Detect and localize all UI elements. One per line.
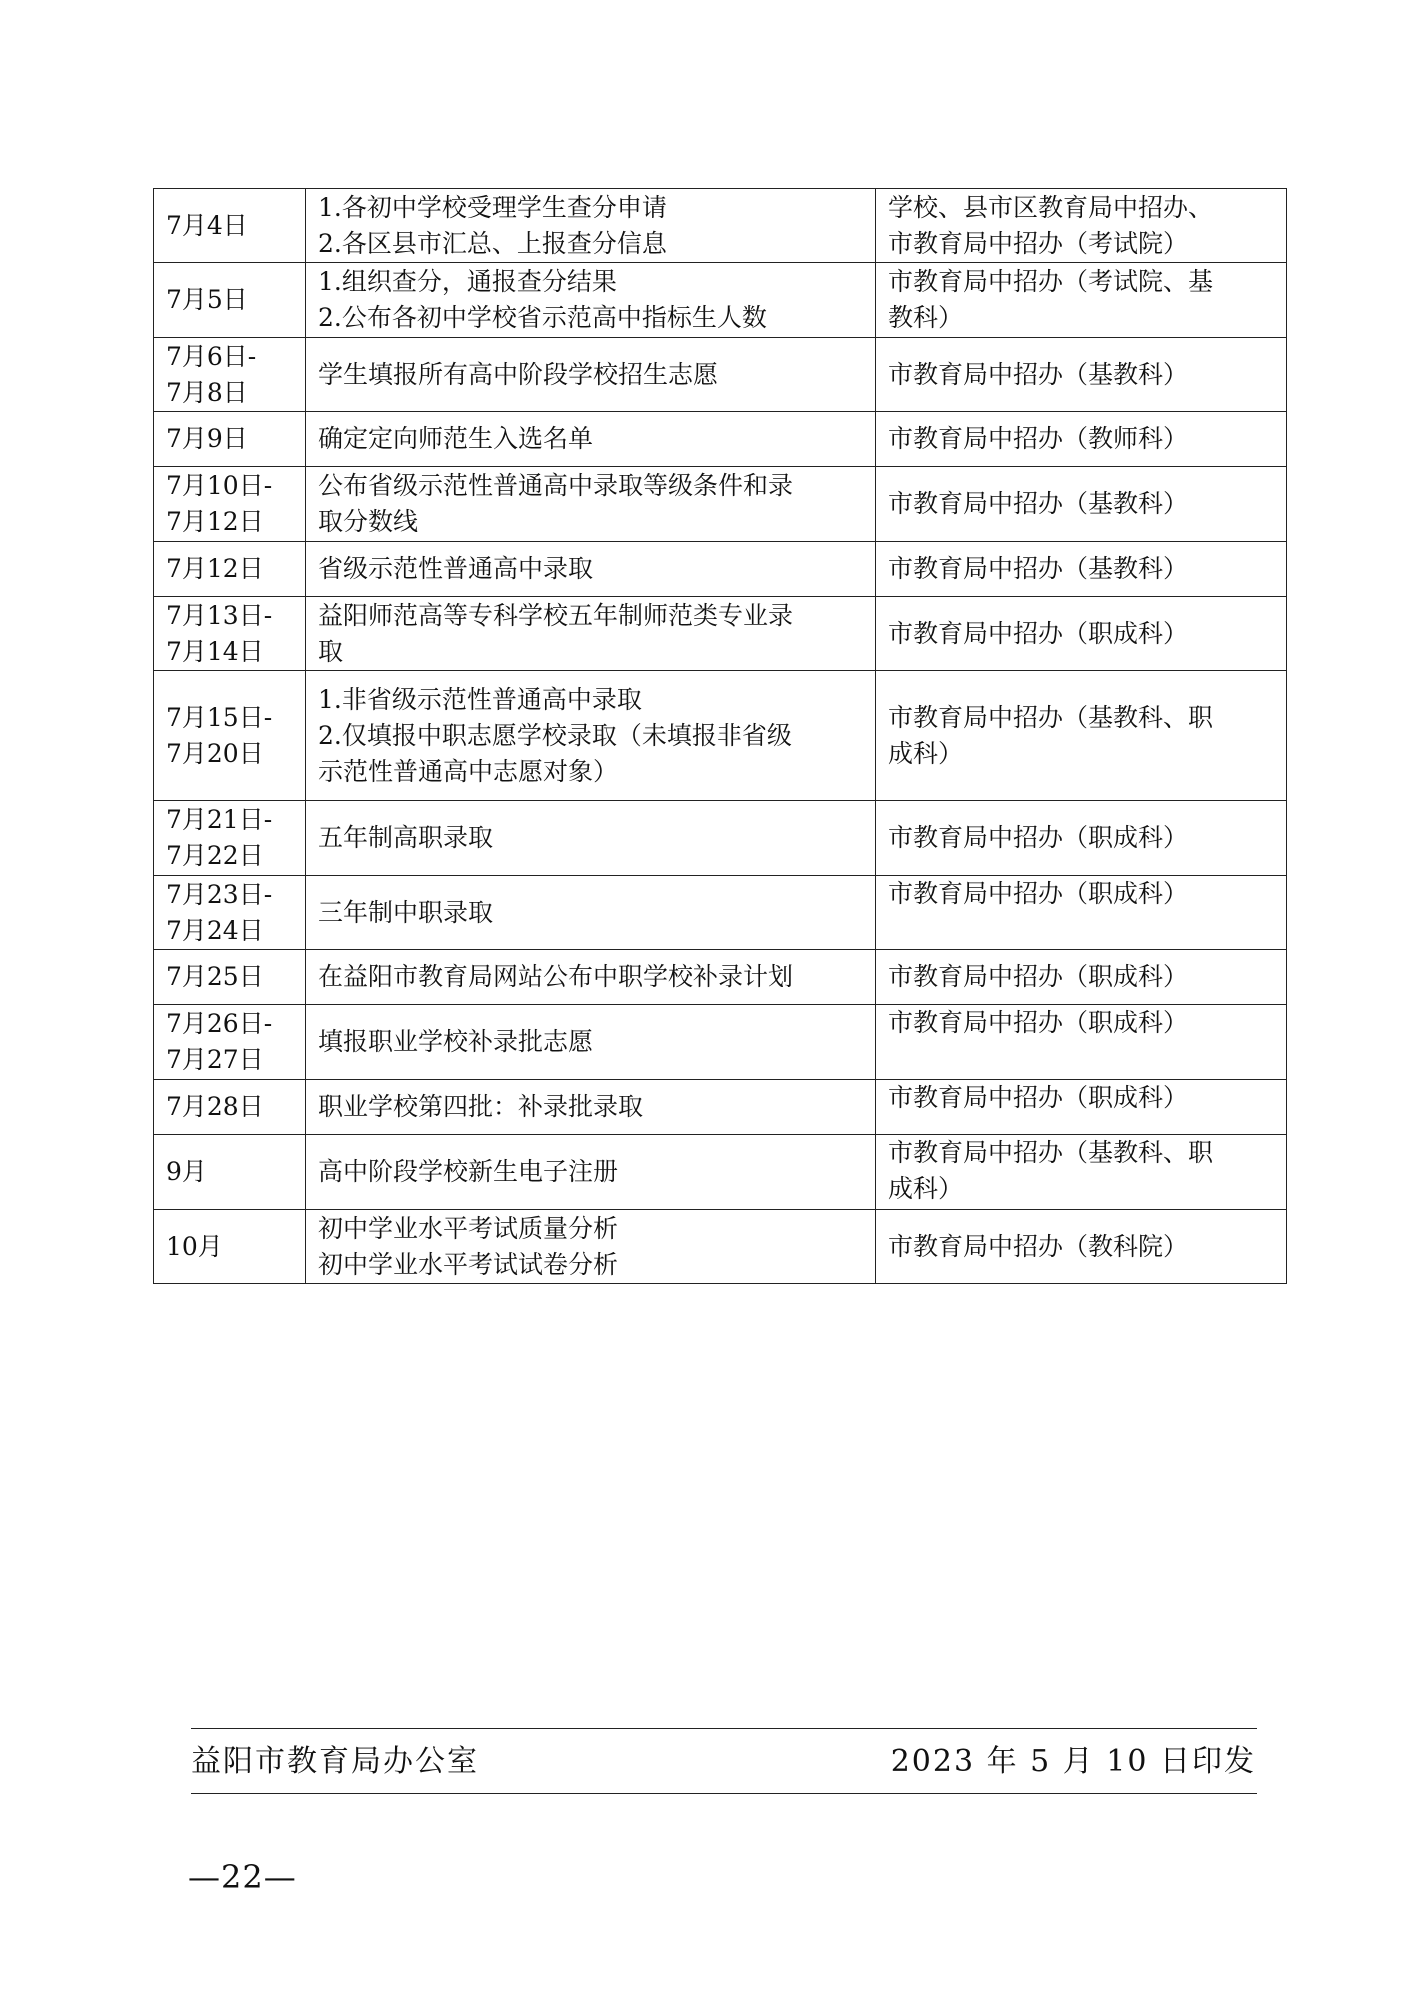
date-cell bbox=[154, 412, 306, 467]
task-text: 1.各初中学校受理学生查分申请 bbox=[318, 192, 667, 222]
task-text: 初中学业水平考试试卷分析 bbox=[318, 1249, 619, 1279]
org-text: 市教育局中招办（职成科） bbox=[888, 618, 1189, 648]
task-cell bbox=[306, 1080, 876, 1135]
task-cell bbox=[306, 412, 876, 467]
table-row bbox=[154, 1005, 1287, 1080]
task-cell bbox=[306, 801, 876, 876]
table-row bbox=[154, 876, 1287, 950]
date-text: 7月6日- bbox=[166, 341, 257, 371]
task-text: 取分数线 bbox=[318, 507, 419, 536]
date-text: 7月24日 bbox=[166, 915, 264, 945]
org-cell bbox=[876, 876, 1287, 950]
date-cell bbox=[154, 263, 306, 338]
table-row bbox=[154, 542, 1287, 597]
date-cell bbox=[154, 338, 306, 412]
footer-issuer: 益阳市教育局办公室 bbox=[191, 1744, 479, 1779]
org-text: 市教育局中招办（职成科） bbox=[888, 1008, 1189, 1037]
footer-bottom-rule bbox=[191, 1793, 1257, 1794]
task-text: 取 bbox=[318, 636, 344, 666]
org-cell bbox=[876, 263, 1287, 338]
date-text: 7月21日- bbox=[166, 805, 273, 834]
org-text: 市教育局中招办（考试院） bbox=[888, 228, 1189, 258]
table-row bbox=[154, 1135, 1287, 1210]
date-text: 7月8日 bbox=[166, 377, 248, 407]
table-row bbox=[154, 597, 1287, 671]
task-cell bbox=[306, 542, 876, 597]
table-row bbox=[154, 950, 1287, 1005]
org-cell bbox=[876, 189, 1287, 263]
org-text: 成科） bbox=[888, 1174, 964, 1203]
task-text: 学生填报所有高中阶段学校招生志愿 bbox=[318, 359, 719, 389]
org-text: 市教育局中招办（基教科） bbox=[888, 554, 1189, 583]
date-cell bbox=[154, 876, 306, 950]
org-cell bbox=[876, 1080, 1287, 1135]
table-row bbox=[154, 801, 1287, 876]
date-text: 7月14日 bbox=[166, 636, 264, 666]
task-text: 初中学业水平考试质量分析 bbox=[318, 1213, 619, 1243]
date-text: 7月23日- bbox=[166, 879, 273, 909]
date-cell bbox=[154, 1135, 306, 1210]
org-text: 市教育局中招办（职成科） bbox=[888, 823, 1189, 852]
task-text: 2.仅填报中职志愿学校录取（未填报非省级 bbox=[318, 720, 792, 750]
task-cell bbox=[306, 338, 876, 412]
task-text: 2.各区县市汇总、上报查分信息 bbox=[318, 228, 667, 258]
task-cell bbox=[306, 263, 876, 338]
task-cell bbox=[306, 950, 876, 1005]
date-text: 7月4日 bbox=[166, 210, 248, 240]
date-text: 7月10日- bbox=[166, 471, 273, 500]
org-cell bbox=[876, 412, 1287, 467]
org-text: 学校、县市区教育局中招办、 bbox=[888, 192, 1214, 222]
task-text: 确定定向师范生入选名单 bbox=[318, 424, 594, 453]
date-text: 7月25日 bbox=[166, 962, 264, 991]
task-text: 在益阳市教育局网站公布中职学校补录计划 bbox=[318, 962, 794, 991]
table-row bbox=[154, 1210, 1287, 1284]
org-text: 市教育局中招办（考试院、基 bbox=[888, 267, 1214, 296]
table-row bbox=[154, 1080, 1287, 1135]
table-row bbox=[154, 467, 1287, 542]
date-cell bbox=[154, 467, 306, 542]
task-text: 填报职业学校补录批志愿 bbox=[318, 1027, 594, 1056]
task-cell bbox=[306, 597, 876, 671]
org-cell bbox=[876, 950, 1287, 1005]
org-cell bbox=[876, 467, 1287, 542]
org-cell bbox=[876, 1210, 1287, 1284]
date-cell bbox=[154, 542, 306, 597]
task-text: 五年制高职录取 bbox=[318, 823, 494, 852]
org-text: 成科） bbox=[888, 738, 964, 768]
date-text: 7月15日- bbox=[166, 702, 273, 732]
table-row bbox=[154, 263, 1287, 338]
org-text: 市教育局中招办（基教科、职 bbox=[888, 702, 1214, 732]
task-text: 公布省级示范性普通高中录取等级条件和录 bbox=[318, 471, 794, 500]
task-cell bbox=[306, 467, 876, 542]
date-text: 7月13日- bbox=[166, 600, 273, 630]
task-cell bbox=[306, 671, 876, 801]
org-text: 市教育局中招办（教师科） bbox=[888, 424, 1189, 453]
org-cell bbox=[876, 338, 1287, 412]
task-cell bbox=[306, 876, 876, 950]
task-text: 示范性普通高中志愿对象） bbox=[318, 756, 619, 786]
date-text: 7月27日 bbox=[166, 1045, 264, 1074]
date-text: 7月26日- bbox=[166, 1009, 273, 1038]
date-text: 9月 bbox=[166, 1157, 207, 1186]
footer-issue-date: 2023 年 5 月 10 日印发 bbox=[890, 1744, 1256, 1779]
org-cell bbox=[876, 597, 1287, 671]
org-cell bbox=[876, 1135, 1287, 1210]
task-text: 三年制中职录取 bbox=[318, 897, 494, 927]
page-number: —22— bbox=[188, 1858, 297, 1896]
table-row bbox=[154, 338, 1287, 412]
date-text: 7月12日 bbox=[166, 554, 264, 583]
date-cell bbox=[154, 671, 306, 801]
date-text: 7月5日 bbox=[166, 285, 248, 314]
org-text: 市教育局中招办（职成科） bbox=[888, 1083, 1189, 1112]
date-text: 7月12日 bbox=[166, 507, 264, 536]
date-cell bbox=[154, 189, 306, 263]
task-text: 职业学校第四批：补录批录取 bbox=[318, 1092, 644, 1121]
date-text: 7月22日 bbox=[166, 841, 264, 870]
task-cell bbox=[306, 1135, 876, 1210]
task-cell bbox=[306, 1005, 876, 1080]
org-text: 市教育局中招办（教科院） bbox=[888, 1231, 1189, 1261]
org-cell bbox=[876, 671, 1287, 801]
task-text: 省级示范性普通高中录取 bbox=[318, 554, 594, 583]
date-cell bbox=[154, 1005, 306, 1080]
date-cell bbox=[154, 801, 306, 876]
table-row bbox=[154, 671, 1287, 801]
org-cell bbox=[876, 542, 1287, 597]
schedule-table bbox=[153, 188, 1287, 1284]
footer-top-rule bbox=[191, 1728, 1257, 1729]
task-text: 1.组织查分，通报查分结果 bbox=[318, 267, 617, 296]
date-cell bbox=[154, 597, 306, 671]
org-text: 市教育局中招办（基教科、职 bbox=[888, 1138, 1214, 1167]
date-cell bbox=[154, 1210, 306, 1284]
org-cell bbox=[876, 1005, 1287, 1080]
date-text: 7月9日 bbox=[166, 424, 248, 453]
org-text: 市教育局中招办（职成科） bbox=[888, 962, 1189, 991]
org-text: 市教育局中招办（职成科） bbox=[888, 879, 1189, 908]
date-text: 7月28日 bbox=[166, 1092, 264, 1121]
org-text: 市教育局中招办（基教科） bbox=[888, 359, 1189, 389]
date-text: 10月 bbox=[166, 1231, 223, 1261]
task-text: 高中阶段学校新生电子注册 bbox=[318, 1157, 619, 1186]
date-cell bbox=[154, 1080, 306, 1135]
org-text: 教科） bbox=[888, 303, 964, 332]
date-text: 7月20日 bbox=[166, 738, 264, 768]
org-cell bbox=[876, 801, 1287, 876]
table-row bbox=[154, 189, 1287, 263]
task-text: 2.公布各初中学校省示范高中指标生人数 bbox=[318, 303, 767, 332]
org-text: 市教育局中招办（基教科） bbox=[888, 489, 1189, 518]
task-cell bbox=[306, 1210, 876, 1284]
table-row bbox=[154, 412, 1287, 467]
date-cell bbox=[154, 950, 306, 1005]
task-text: 1.非省级示范性普通高中录取 bbox=[318, 684, 642, 714]
task-text: 益阳师范高等专科学校五年制师范类专业录 bbox=[318, 600, 794, 630]
task-cell bbox=[306, 189, 876, 263]
